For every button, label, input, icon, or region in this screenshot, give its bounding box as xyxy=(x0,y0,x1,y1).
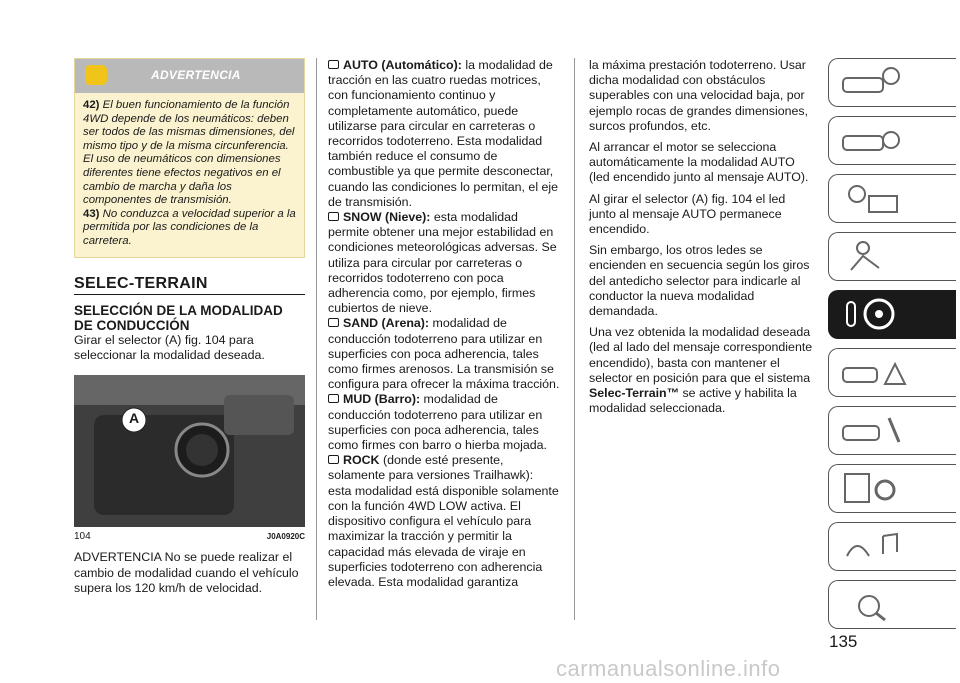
mode-name: SAND (Arena): xyxy=(343,316,430,331)
bullet-icon xyxy=(328,455,339,464)
warning-item-number: 43) xyxy=(83,207,100,220)
mode-text: esta modalidad permite obtener una mejor estabilidad en condiciones meteorológicas adversas. Se utiliza para circular por carreteras o recorridos todoterreno con poca adherencia como, por ejemplo, firmes cubiertos de nieve. xyxy=(328,210,557,316)
selector-photo xyxy=(74,375,305,527)
figure-caption xyxy=(74,529,305,544)
column-divider xyxy=(316,58,317,620)
tab-lights[interactable] xyxy=(828,174,956,223)
warning-item xyxy=(83,208,296,249)
paragraph xyxy=(589,325,815,416)
tab-starting-driving[interactable] xyxy=(828,290,956,339)
warning-body xyxy=(75,93,304,257)
mode-name: AUTO (Automático): xyxy=(343,58,462,72)
warning-item-number: 42) xyxy=(83,99,100,111)
paragraph-text: Una vez obtenida la modalidad deseada (led al lado del mensaje correspondiente encendido), basta con mantener el selector en posición para que el sistema xyxy=(589,325,813,385)
warning-box xyxy=(74,58,305,258)
column-divider xyxy=(574,58,575,620)
mode-text: modalidad de conducción todoterreno para utilizar en superficies con poca adherencia, tales como firmes con barro o hierba mojada. xyxy=(328,392,548,453)
steering-key-icon xyxy=(839,296,909,332)
mode-text: (donde esté presente, solamente para versiones Trailhawk): esta modalidad está disponible solamente con la función 4WD LOW activa. El dispositivo configura el vehículo para maximizar la tracción y permitir la capacidad más elevada de viraje en superficies todoterreno con adherencia elevada. Esta modalidad garantiza xyxy=(328,453,559,589)
subsection-title: SELECCIÓN DE LA MODALIDAD DE CONDUCCIÓN xyxy=(74,302,283,333)
mode-name: ROCK xyxy=(343,453,380,468)
paragraph-text: se active y habilita la modalidad seleccionada. xyxy=(589,386,797,416)
tab-dashboard[interactable] xyxy=(828,116,956,165)
mode-sand xyxy=(328,316,560,392)
paragraph: la máxima prestación todoterreno. Usar dicha modalidad con obstáculos superables con una velocidad baja, por ejemplo rocas de grandes dimensiones, surcos profundos, etc. xyxy=(589,58,809,133)
paragraph: Al arrancar el motor se selecciona automáticamente la modalidad AUTO (led encendido junto al mensaje AUTO). xyxy=(589,140,809,185)
tab-safety[interactable] xyxy=(828,232,956,281)
index-az-icon xyxy=(839,586,909,622)
tab-car-info[interactable] xyxy=(828,58,956,107)
dashboard-car-icon xyxy=(839,122,909,158)
left-column xyxy=(74,58,305,596)
mode-name: MUD (Barro): xyxy=(343,392,421,407)
warning-item-text: El buen funcionamiento de la función 4WD depende de los neumáticos: deben ser todos de las mismas dimensiones, del mismo tipo y de la misma circunferencia. El uso de neumáticos con dimensiones diferentes tiene efectos negativos en el cambio de marcha y daña los componentes de transmisión. xyxy=(83,99,295,207)
mode-text: modalidad de conducción todoterreno para utilizar en superficies con poca adherencia, tales como firmes arenosos. La transmisión se configura para ofrecer la máxima tracción. xyxy=(328,316,560,392)
multimedia-icon xyxy=(839,528,909,564)
right-column xyxy=(589,58,815,416)
section-title: SELEC-TERRAIN xyxy=(74,276,305,295)
car-tools-icon xyxy=(839,412,909,448)
chapter-tabs xyxy=(828,58,956,638)
mode-mud xyxy=(328,392,560,453)
brand-name: Selec-Terrain™ xyxy=(589,386,679,401)
callout-a: A xyxy=(129,410,140,427)
lights-mail-icon xyxy=(839,180,909,216)
mode-rock xyxy=(328,453,560,590)
mode-text: la modalidad de tracción en las cuatro ruedas motrices, con funcionamiento continuo y completamente automático, puede utilizarse para circular en carreteras o recorridos todoterreno. Esta modalidad también reduce el consumo de combustible ya que permite desconectar, cuando las condiciones lo permitan, el eje de transmisión. xyxy=(328,58,559,209)
warning-item xyxy=(83,99,296,208)
bullet-icon xyxy=(328,212,339,221)
bullet-icon xyxy=(328,394,339,403)
paragraph: Al girar el selector (A) fig. 104 el led junto al mensaje AUTO permanece encendido. xyxy=(589,191,786,237)
intro-text: Girar el selector (A) fig. 104 para seleccionar la modalidad deseada. xyxy=(74,332,265,362)
mode-auto xyxy=(328,58,560,210)
specs-gear-icon xyxy=(839,470,909,506)
warning-title: ADVERTENCIA xyxy=(151,68,241,82)
figure-number: 104 xyxy=(74,531,91,543)
tab-maintenance[interactable] xyxy=(828,406,956,455)
mode-snow xyxy=(328,210,560,316)
middle-column xyxy=(328,58,560,590)
bullet-icon xyxy=(328,60,339,69)
tab-emergency[interactable] xyxy=(828,348,956,397)
paragraph: Sin embargo, los otros ledes se encienden en secuencia según los giros del antedicho selector para indicarle al conductor la nueva modalidad demandada. xyxy=(589,243,810,319)
warning-header xyxy=(75,59,304,93)
tab-index[interactable] xyxy=(828,580,956,629)
page-number: 135 xyxy=(829,632,858,651)
car-info-icon xyxy=(839,64,909,100)
speed-warning-note: ADVERTENCIA No se puede realizar el cambio de modalidad cuando el vehículo supera los 120 km/h de velocidad. xyxy=(74,550,299,595)
emergency-warning-icon xyxy=(839,354,909,390)
mode-name: SNOW (Nieve): xyxy=(343,210,431,225)
tab-multimedia[interactable] xyxy=(828,522,956,571)
tab-technical-data[interactable] xyxy=(828,464,956,513)
bullet-icon xyxy=(328,318,339,327)
watermark: carmanualsonline.info xyxy=(556,656,781,681)
warning-car-icon xyxy=(85,65,107,85)
warning-item-text: No conduzca a velocidad superior a la permitida por las condiciones de la carretera. xyxy=(83,207,296,247)
figure-code: J0A0920C xyxy=(266,532,305,542)
airbag-seatbelt-icon xyxy=(839,238,909,274)
